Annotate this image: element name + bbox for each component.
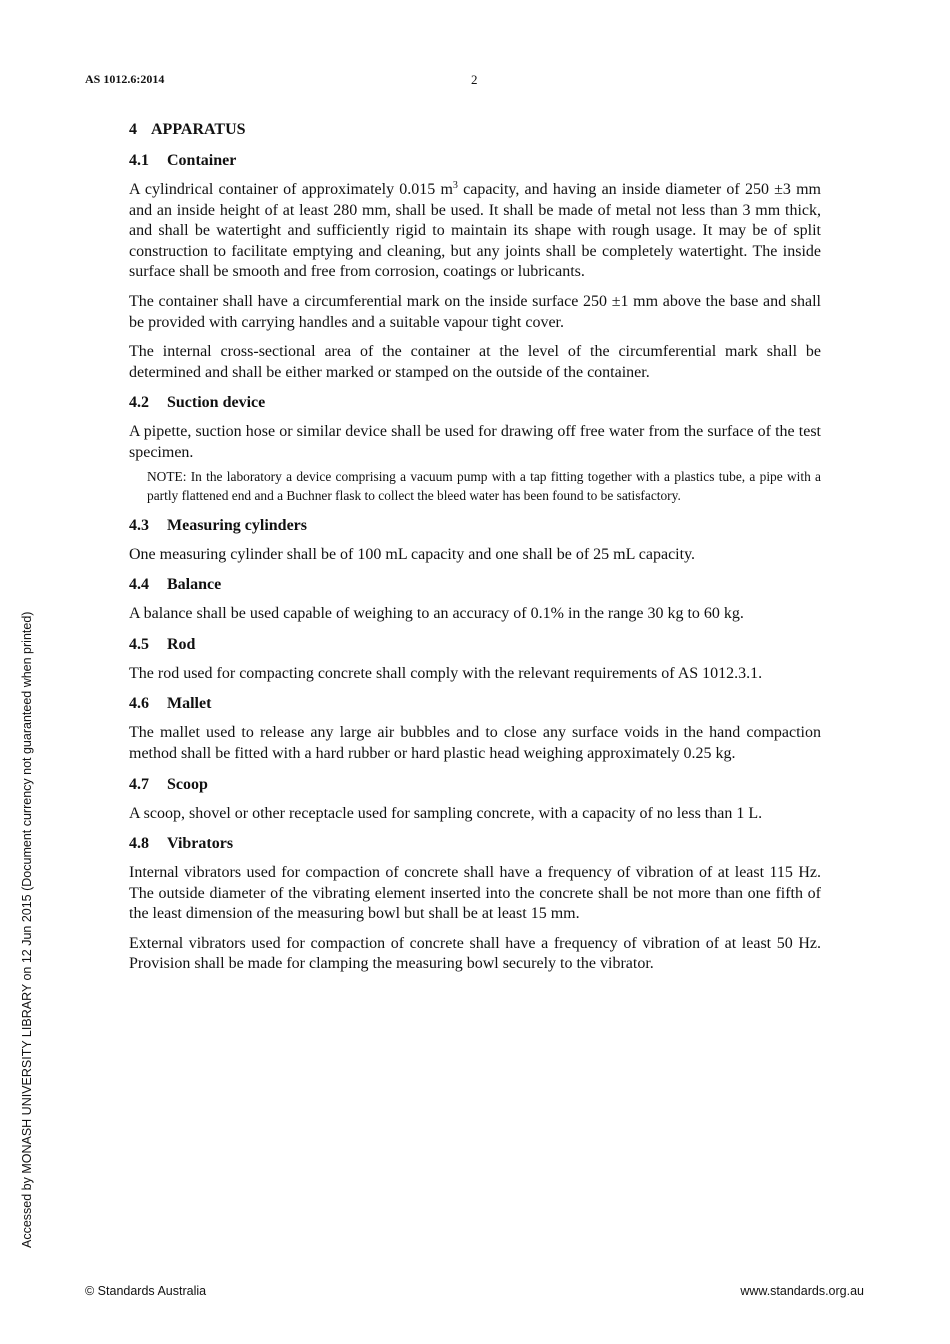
cylinders-paragraph-1: One measuring cylinder shall be of 100 mL capacity and one shall be of 25 mL capacity.	[129, 545, 696, 563]
running-head: AS 1012.6:2014	[85, 72, 165, 86]
suction-note: NOTE: In the laboratory a device comprising a vacuum pump with a tap fitting together with a plastics tube, a pipe with a partly flattened end and a Buchner flask to collect the bleed water has been found to be satisfactory.	[147, 468, 821, 503]
subsection-title: Container	[167, 152, 237, 169]
page-number: 2	[471, 72, 478, 87]
subsection-title: Measuring cylinders	[167, 516, 307, 534]
mallet-paragraph-1: The mallet used to release any large air bubbles and to close any surface voids in the hand compaction method shall be fitted with a hard rubber or hard plastic head weighing approximately 0.25 kg.	[129, 724, 821, 762]
section-number: 4	[129, 121, 137, 138]
subsection-number: 4.5	[129, 635, 149, 653]
subsection-heading-mallet	[129, 693, 821, 715]
subsection-title: Rod	[167, 635, 196, 653]
subsection-heading-rod	[129, 634, 821, 656]
document-body	[129, 119, 821, 984]
subsection-number: 4.4	[129, 576, 149, 594]
subsection-heading-suction-device	[129, 392, 821, 414]
balance-paragraph-1: A balance shall be used capable of weighing to an accuracy of 0.1% in the range 30 kg to 60 kg.	[129, 605, 744, 623]
container-paragraph-2: The container shall have a circumferential mark on the inside surface 250 ±1 mm above the base and shall be provided with carrying handles and a suitable vapour tight cover.	[129, 292, 821, 331]
subsection-heading-scoop	[129, 774, 821, 796]
subsection-heading-measuring-cylinders	[129, 515, 821, 537]
subsection-number: 4.2	[129, 394, 149, 412]
vibrators-paragraph-1: Internal vibrators used for compaction of concrete shall have a frequency of vibration of at least 115 Hz. The outside diameter of the vibrating element inserted into the concrete shall be not more than one fifth of the least dimension of the measuring bowl but shall be at least 15 mm.	[129, 864, 821, 923]
access-notice-vertical: Accessed by MONASH UNIVERSITY LIBRARY on 12 Jun 2015 (Document currency not guaranteed when printed)	[20, 611, 34, 1248]
subsection-title: Scoop	[167, 775, 208, 793]
subsection-heading-balance	[129, 574, 821, 596]
subsection-title: Suction device	[167, 394, 266, 412]
text-run: capacity, and having an inside diameter of 250 ±3 mm and an inside height of at least 280 mm, shall be used. It shall be made of metal not less than 3 mm thick, and shall be watertight and sufficiently rigid to maintain its shape with rough usage. It may be of split construction to facilitate emptying and cleaning, but any joints shall be completely watertight. The inside surface shall be smooth and free from corrosion, coatings or lubricants.	[129, 181, 821, 281]
vibrators-paragraph-2: External vibrators used for compaction of concrete shall have a frequency of vibration of at least 50 Hz. Provision shall be made for clamping the measuring bowl securely to the vibrator.	[129, 934, 821, 973]
subsection-title: Vibrators	[167, 835, 234, 853]
subsection-number: 4.8	[129, 835, 149, 853]
subsection-number: 4.6	[129, 695, 149, 713]
subsection-number: 4.1	[129, 152, 149, 169]
rod-paragraph-1: The rod used for compacting concrete shall comply with the relevant requirements of AS 1012.3.1.	[129, 664, 763, 682]
subsection-title: Mallet	[167, 695, 212, 713]
footer-copyright: © Standards Australia	[85, 1284, 207, 1298]
superscript: 3	[452, 180, 458, 191]
suction-paragraph-1: A pipette, suction hose or similar device shall be used for drawing off free water from the surface of the test specimen.	[129, 423, 821, 461]
subsection-number: 4.7	[129, 775, 149, 793]
section-title: APPARATUS	[151, 121, 246, 138]
subsection-heading-vibrators	[129, 833, 821, 855]
footer-website-link[interactable]: www.standards.org.au	[740, 1284, 864, 1298]
container-paragraph-1	[129, 180, 821, 283]
text-run: A cylindrical container of approximately 0.015 m	[129, 181, 453, 198]
scoop-paragraph-1: A scoop, shovel or other receptacle used for sampling concrete, with a capacity of no less than 1 L.	[129, 804, 763, 822]
container-paragraph-3: The internal cross-sectional area of the container at the level of the circumferential mark shall be determined and shall be either marked or stamped on the outside of the container.	[129, 343, 821, 381]
subsection-title: Balance	[167, 576, 222, 594]
subsection-number: 4.3	[129, 516, 149, 534]
section-heading-apparatus	[129, 119, 821, 141]
subsection-heading-container	[129, 150, 821, 172]
